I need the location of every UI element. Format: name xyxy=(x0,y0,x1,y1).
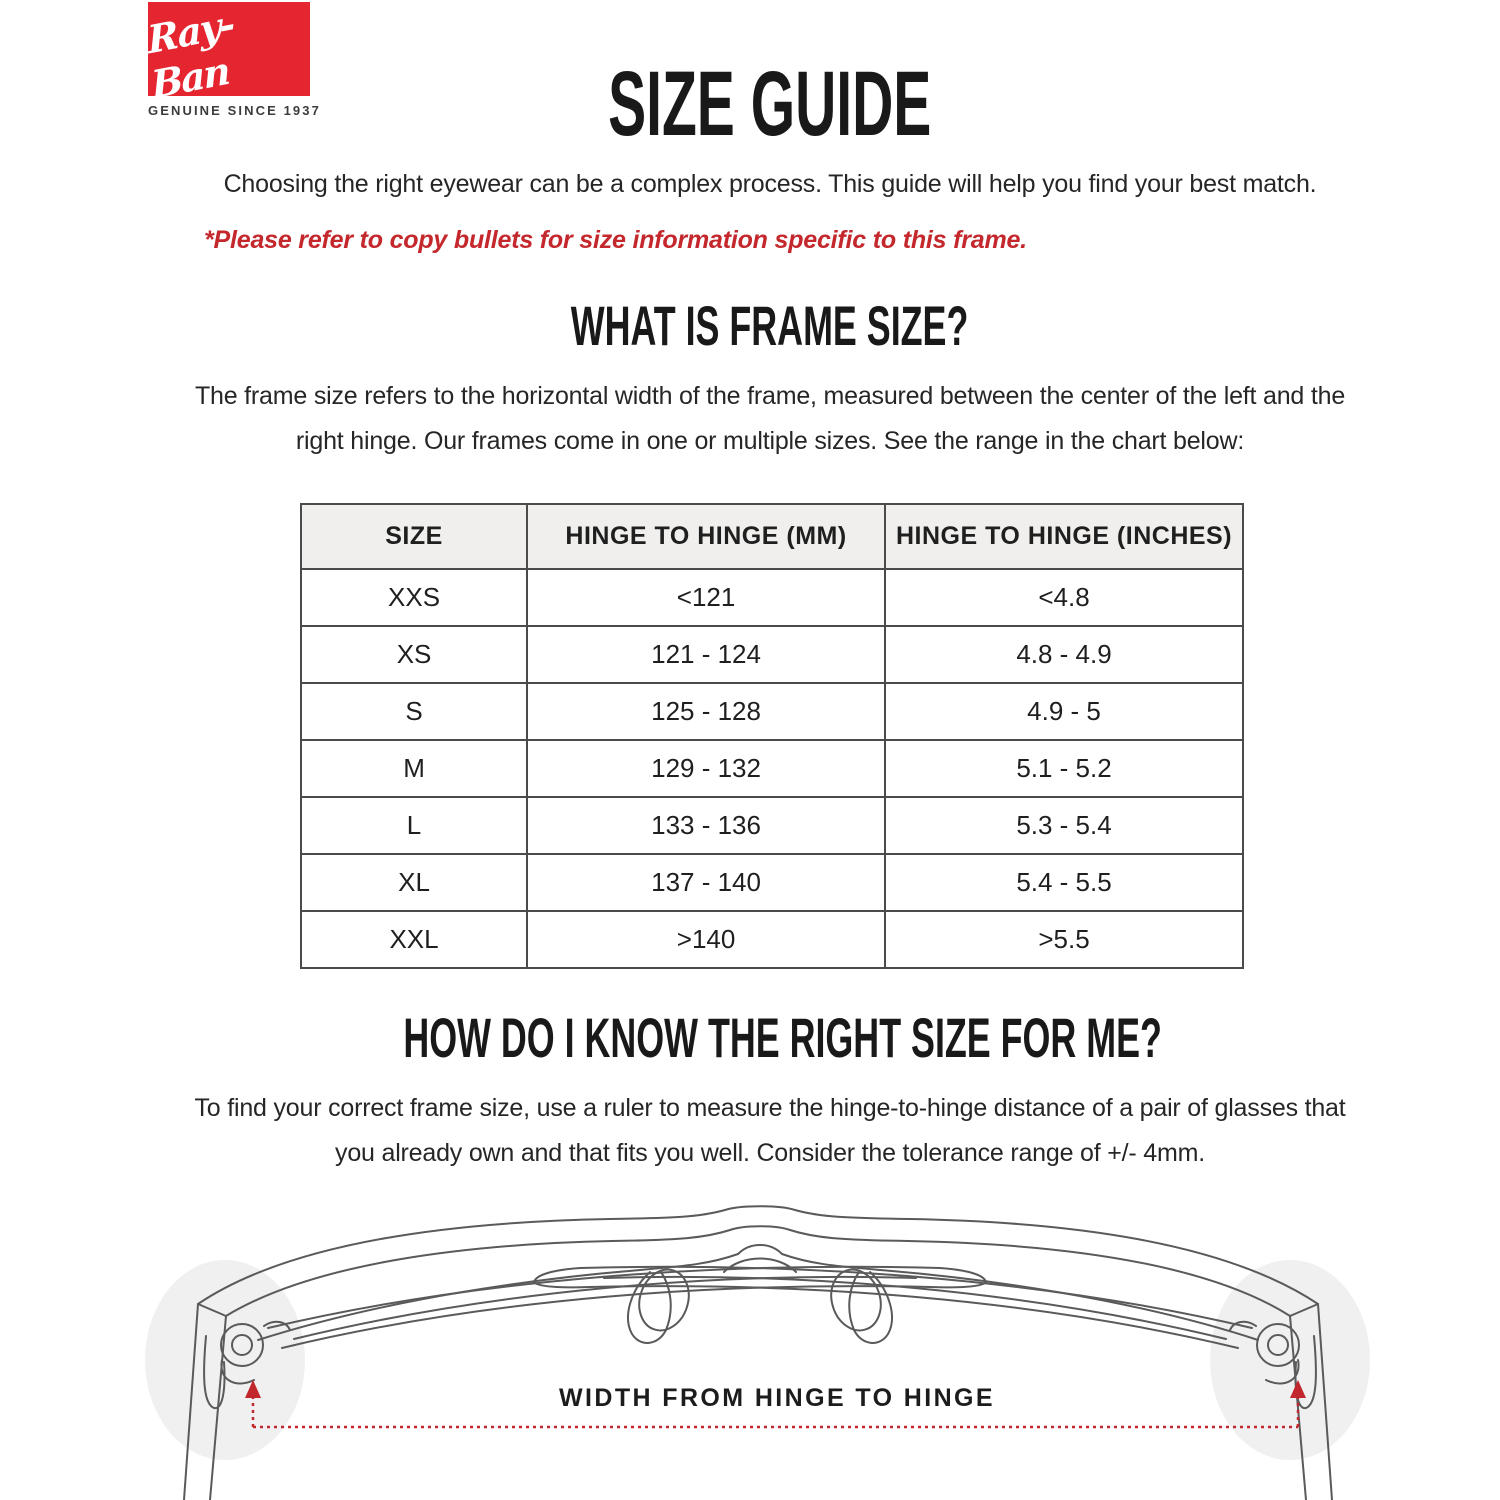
table-cell: 5.3 - 5.4 xyxy=(885,797,1243,854)
diagram-label: WIDTH FROM HINGE TO HINGE xyxy=(559,1384,995,1412)
intro-text: Choosing the right eyewear can be a complex process. This guide will help you find your best match. xyxy=(223,170,1317,198)
table-column-header: SIZE xyxy=(301,504,527,569)
table-header-row xyxy=(301,504,1243,569)
size-table-container xyxy=(300,503,1244,969)
frame-size-description: The frame size refers to the horizontal width of the frame, measured between the center of the left and the right hinge. Our frames come in one or multiple sizes. See the range in the chart below: xyxy=(194,382,1346,455)
table-cell: 133 - 136 xyxy=(527,797,885,854)
table-cell: 5.1 - 5.2 xyxy=(885,740,1243,797)
right-size-description: To find your correct frame size, use a ruler to measure the hinge-to-hinge distance of a pair of glasses that you already own and that fits you well. Consider the tolerance range of +/- 4mm. xyxy=(194,1094,1346,1167)
brand-tagline: GENUINE SINCE 1937 xyxy=(148,103,321,118)
size-table xyxy=(300,503,1244,969)
table-cell: XXS xyxy=(301,569,527,626)
section-heading-frame-size: WHAT IS FRAME SIZE? xyxy=(571,294,969,357)
table-column-header: HINGE TO HINGE (MM) xyxy=(527,504,885,569)
table-row xyxy=(301,911,1243,968)
table-cell: XL xyxy=(301,854,527,911)
table-cell: >5.5 xyxy=(885,911,1243,968)
page-title: SIZE GUIDE xyxy=(608,53,932,155)
table-cell: 5.4 - 5.5 xyxy=(885,854,1243,911)
table-row xyxy=(301,854,1243,911)
table-row xyxy=(301,569,1243,626)
table-row xyxy=(301,797,1243,854)
hinge-width-diagram xyxy=(140,1192,1380,1500)
table-cell: 129 - 132 xyxy=(527,740,885,797)
table-cell: XXL xyxy=(301,911,527,968)
table-cell: S xyxy=(301,683,527,740)
table-cell: <121 xyxy=(527,569,885,626)
section-heading-right-size: HOW DO I KNOW THE RIGHT SIZE FOR ME? xyxy=(403,1006,1162,1069)
table-cell: 121 - 124 xyxy=(527,626,885,683)
table-cell: 4.9 - 5 xyxy=(885,683,1243,740)
section-frame-size xyxy=(190,294,1350,357)
table-cell: >140 xyxy=(527,911,885,968)
table-cell: XS xyxy=(301,626,527,683)
page-title-block xyxy=(190,53,1350,155)
size-note: *Please refer to copy bullets for size information specific to this frame. xyxy=(204,226,1027,254)
glasses-line-art xyxy=(184,1206,1332,1500)
table-cell: 125 - 128 xyxy=(527,683,885,740)
table-column-header: HINGE TO HINGE (INCHES) xyxy=(885,504,1243,569)
table-row xyxy=(301,683,1243,740)
table-cell: 137 - 140 xyxy=(527,854,885,911)
table-cell: L xyxy=(301,797,527,854)
table-cell: 4.8 - 4.9 xyxy=(885,626,1243,683)
table-row xyxy=(301,626,1243,683)
section-right-size xyxy=(190,1006,1350,1069)
glasses-top-view-illustration xyxy=(140,1192,1380,1500)
table-cell: <4.8 xyxy=(885,569,1243,626)
table-cell: M xyxy=(301,740,527,797)
brand-logo-script: Ray-Ban xyxy=(145,0,235,108)
table-row xyxy=(301,740,1243,797)
hinge-highlight-right xyxy=(1210,1260,1370,1460)
